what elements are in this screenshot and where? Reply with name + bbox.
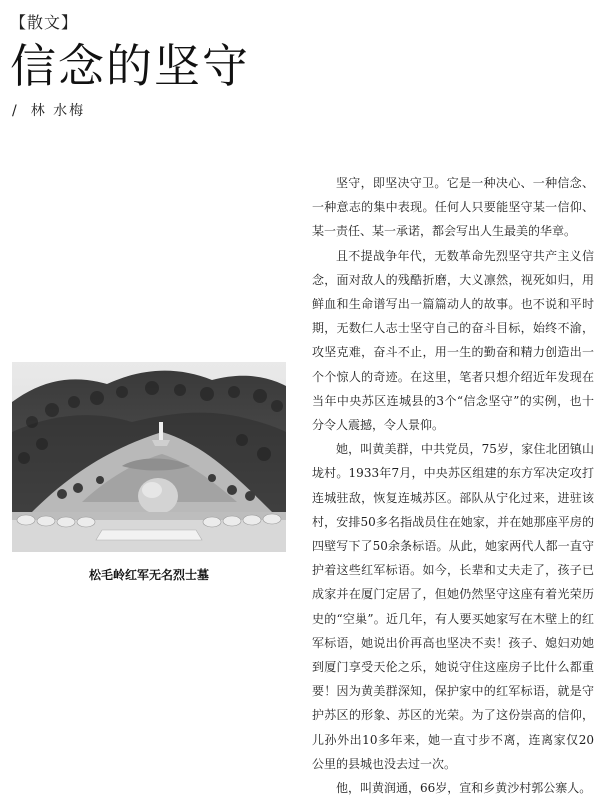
paragraph: 他，叫黄润通，66岁，宣和乡黄沙村郭公寨人。 — [336, 781, 592, 796]
paragraph: 她，叫黄美群，中共党员，75岁，家住北团镇山垅村。1933年7月，中央苏区组建的东方军决定攻打连城驻敌，恢复连城苏区。部队从宁化过来，进驻该村，安排50多名指战员住在她家，并在她那座平房的四壁写下了50余条标语。从此，她家两代人都一直守护着这些红军标语。如今，长辈和丈夫走了，孩子已成家并在厦门定居了，但她仍然坚守这座有着光荣历史的“空巢”。近几年，有人要买她家写在木壁上的红军标语，她说出价再高也坚决不卖！孩子、媳妇劝她到厦门享受天伦之乐，她说守住这座房子比什么都重要！因为黄美群深知，保护家中的红军标语，就是守护苏区的形象、苏区的光荣。为了这份崇高的信仰，儿孙外出10多年来，她一直寸步不离，连离家仅20公里的县城也没去过一次。 — [312, 442, 594, 771]
photo-caption: 松毛岭红军无名烈士墓 — [88, 568, 209, 582]
author-prefix: / — [12, 103, 19, 119]
article-title: 信念的坚守 — [10, 39, 250, 93]
paragraph: 且不提战争年代，无数革命先烈坚守共产主义信念，面对敌人的残酷折磨，大义凛然，视死如归，用鲜血和生命谱写出一篇篇动人的故事。也不说和平时期，无数仁人志士坚守自己的奋斗目标，始终不渝，攻坚克难，奋斗不止，用一生的勤奋和精力创造出一个个惊人的奇迹。在这里，笔者只想介绍近年发现在当年中央苏区连城县的3个“信念坚守”的实例，也十分令人震撼，令人景仰。 — [312, 248, 594, 433]
article-body — [312, 171, 594, 800]
paragraph: 坚守，即坚决守卫。它是一种决心、一种信念、一种意志的集中表现。任何人只要能坚守某一信仰、某一责任、某一承诺，都会写出人生最美的华章。 — [312, 176, 594, 239]
author-name: 林 水梅 — [30, 103, 86, 119]
author-line — [12, 100, 85, 120]
section-label: 【散文】 — [10, 13, 79, 32]
memorial-photo — [12, 362, 286, 552]
